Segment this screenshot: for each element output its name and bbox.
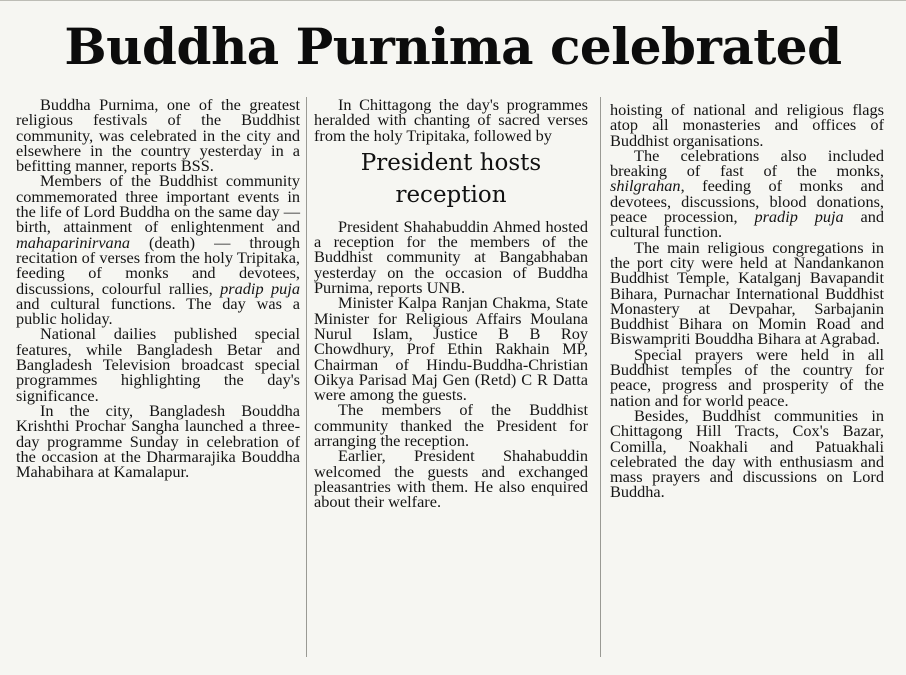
article-column-1	[16, 95, 300, 482]
column-divider	[600, 97, 601, 657]
paragraph: Minister Kalpa Ranjan Chakma, State Minister for Religious Affairs Moulana Nurul Islam, Justice B B Roy Chowdhury, Prof Ethin Rakhain MP, Chairman of Hindu-Buddha-Christian Oikya Parisad Maj Gen (Retd) C R Datta were among the guests.	[314, 293, 588, 405]
paragraph: Members of the Buddhist community commemorated three important events in the life of Lord Buddha on the same day — birth, attainment of enlightenment and mahaparinirvana (death) — through recitation of verses from the holy Tripitaka, feeding of monks and devotees, discussions, colourful rallies, pradip puja and cultural functions. The day was a public holiday.	[16, 171, 300, 329]
column-divider	[306, 97, 307, 657]
paragraph: The celebrations also included breaking of fast of the monks, shilgrahan, feeding of monks and devotees, discussions, blood donations, peace procession, pradip puja and cultural function.	[610, 145, 885, 242]
paragraph: Buddha Purnima, one of the greatest religious festivals of the Buddhist community, was celebrated in the city and elsewhere in the country yesterday in a befitting manner, reports BSS.	[16, 95, 300, 176]
article-column-2	[314, 97, 588, 510]
paragraph: The members of the Buddhist community thanked the President for arranging the reception.	[314, 400, 588, 451]
paragraph: Earlier, President Shahabuddin welcomed the guests and exchanged pleasantries with them. He also enquired about their welfare.	[314, 446, 588, 512]
paragraph: In Chittagong the day's programmes heralded with chanting of sacred verses from the holy Tripitaka, followed by	[314, 95, 588, 145]
paragraph: The main religious congregations in the port city were held at Nandankanon Buddhist Temple, Katalganj Bavapandit Bihara, Purnachar International Buddhist Monastery at Devpahar, Sarbajanin Buddhist Bihara on Momin Road and Biswampriti Bouddha Bihara at Agrabad.	[610, 237, 884, 349]
paragraph: National dailies published special features, while Bangladesh Betar and Bangladesh Television broadcast special programmes highlighting the day's significance.	[16, 324, 300, 405]
paragraph: In the city, Bangladesh Bouddha Krishthi Prochar Sangha launched a three-day programme Sunday in celebration of the occasion at the Dharmarajika Bouddha Mahabihara at Kamalapur.	[16, 400, 300, 482]
headline: Buddha Purnima celebrated	[64, 17, 842, 76]
paragraph: hoisting of national and religious flags atop all monasteries and offices of Buddhist organisations.	[610, 100, 884, 150]
subheadline: President hosts reception	[360, 149, 542, 208]
paragraph: President Shahabuddin Ahmed hosted a reception for the members of the Buddhist community at Bangabhaban yesterday on the occasion of Buddha Purnima, reports UNB.	[314, 216, 588, 298]
article-column-3	[610, 102, 884, 500]
paragraph: Special prayers were held in all Buddhist temples of the country for peace, progress and prosperity of the nation and for world peace.	[610, 344, 884, 410]
paragraph: Besides, Buddhist communities in Chittagong Hill Tracts, Cox's Bazar, Comilla, Noakhali and Patuakhali celebrated the day with enthusiasm and mass prayers and discussions on Lord Buddha.	[610, 405, 884, 502]
